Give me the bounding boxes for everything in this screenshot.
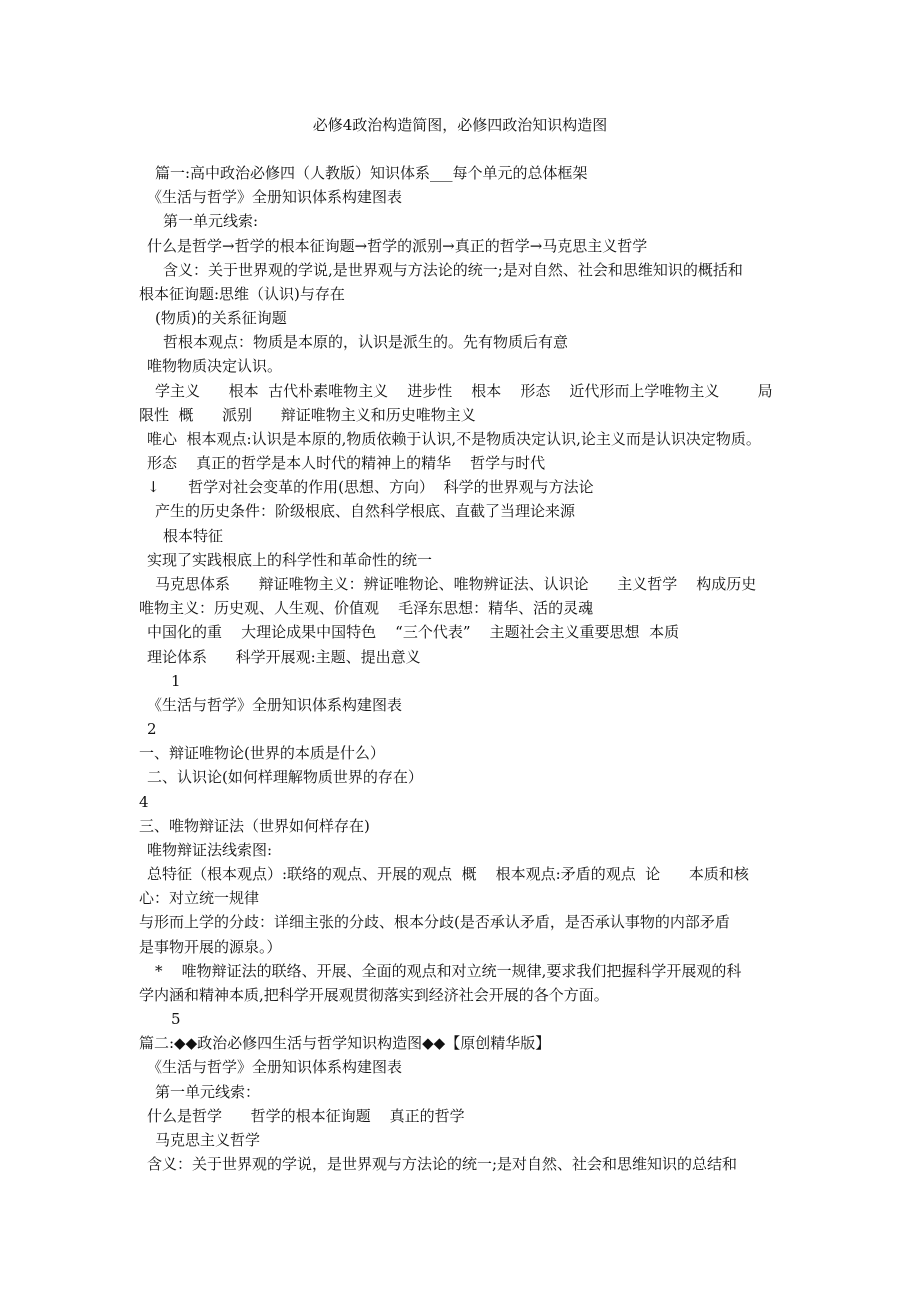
text-line: 限性 概 派别 辩证唯物主义和历史唯物主义 [139, 406, 476, 424]
text-line: 什么是哲学→哲学的根本征询题→哲学的派别→真正的哲学→马克思主义哲学 [147, 237, 648, 255]
text-line: 学内涵和精神本质,把科学开展观贯彻落实到经济社会开展的各个方面。 [139, 986, 609, 1004]
text-line: 总特征（根本观点）:联络的观点、开展的观点 概 根本观点:矛盾的观点 论 本质和核 [147, 865, 749, 883]
page-number: 1 [171, 672, 181, 690]
text-line: 《生活与哲学》全册知识体系构建图表 [147, 188, 403, 206]
text-line: 《生活与哲学》全册知识体系构建图表 [147, 696, 403, 714]
text-line: 马克思主义哲学 [155, 1131, 261, 1149]
section-heading: 三、唯物辩证法（世界如何样存在) [139, 817, 370, 835]
text-line: 唯物物质决定认识。 [147, 357, 283, 375]
text-line: 实现了实践根底上的科学性和革命性的统一 [147, 551, 433, 569]
text-line: 篇一:高中政治必修四（人教版）知识体系___每个单元的总体框架 [155, 164, 588, 182]
text-line: 《生活与哲学》全册知识体系构建图表 [147, 1058, 403, 1076]
text-line: 第一单元线索： [155, 1083, 261, 1101]
page-number: 4 [139, 793, 149, 811]
text-line: 形态 真正的哲学是本人时代的精神上的精华 哲学与时代 [147, 454, 546, 472]
text-line: 第一单元线索: [163, 212, 259, 230]
text-line: 学主义 根本 古代朴素唯物主义 进步性 根本 形态 近代形而上学唯物主义 局 [155, 382, 773, 400]
text-line: ↓ 哲学对社会变革的作用(思想、方向） 科学的世界观与方法论 [147, 478, 594, 496]
text-line: 是事物开展的源泉。） [139, 938, 282, 956]
text-line: 心：对立统一规律 [139, 889, 260, 907]
text-line: 马克思体系 辩证唯物主义：辨证唯物论、唯物辨证法、认识论 主义哲学 构成历史 [155, 575, 757, 593]
text-line: 含义：关于世界观的学说,是世界观与方法论的统一;是对自然、社会和思维知识的概括和 [163, 261, 743, 279]
text-line: 根本征询题:思维（认识)与存在 [139, 285, 345, 303]
section-heading: 二、认识论(如何样理解物质世界的存在） [147, 768, 423, 786]
text-line: (物质)的关系征询题 [155, 309, 287, 327]
text-line: 唯物主义：历史观、人生观、价值观 毛泽东思想：精华、活的灵魂 [139, 599, 594, 617]
text-line: * 唯物辩证法的联络、开展、全面的观点和对立统一规律,要求我们把握科学开展观的科 [155, 962, 742, 980]
text-line: 含义：关于世界观的学说，是世界观与方法论的统一;是对自然、社会和思维知识的总结和 [147, 1155, 738, 1173]
section-heading: 一、辩证唯物论(世界的本质是什么） [139, 744, 385, 762]
page-number: 5 [171, 1010, 181, 1028]
page-number: 2 [147, 720, 157, 738]
text-line: 根本特征 [163, 527, 224, 545]
text-line: 唯物辩证法线索图: [147, 841, 273, 859]
document-title: 必修4政治构造简图，必修四政治知识构造图 [312, 116, 608, 134]
text-line: 哲根本观点：物质是本原的，认识是派生的。先有物质后有意 [163, 333, 569, 351]
text-line: 理论体系 科学开展观:主题、提出意义 [147, 648, 421, 666]
text-line: 与形而上学的分歧：详细主张的分歧、根本分歧(是否承认矛盾，是否承认事物的内部矛盾 [139, 913, 730, 931]
text-line: 什么是哲学 哲学的根本征询题 真正的哲学 [147, 1107, 465, 1125]
text-line: 唯心 根本观点:认识是本原的,物质依赖于认识,不是物质决定认识,论主义而是认识决定物质。 [147, 430, 761, 448]
text-line: 中国化的重 大理论成果中国特色 “三个代表” 主题社会主义重要思想 本质 [147, 623, 680, 641]
section-heading: 篇二:◆◆政治必修四生活与哲学知识构造图◆◆【原创精华版】 [139, 1034, 551, 1052]
text-line: 产生的历史条件：阶级根底、自然科学根底、直截了当理论来源 [155, 502, 576, 520]
